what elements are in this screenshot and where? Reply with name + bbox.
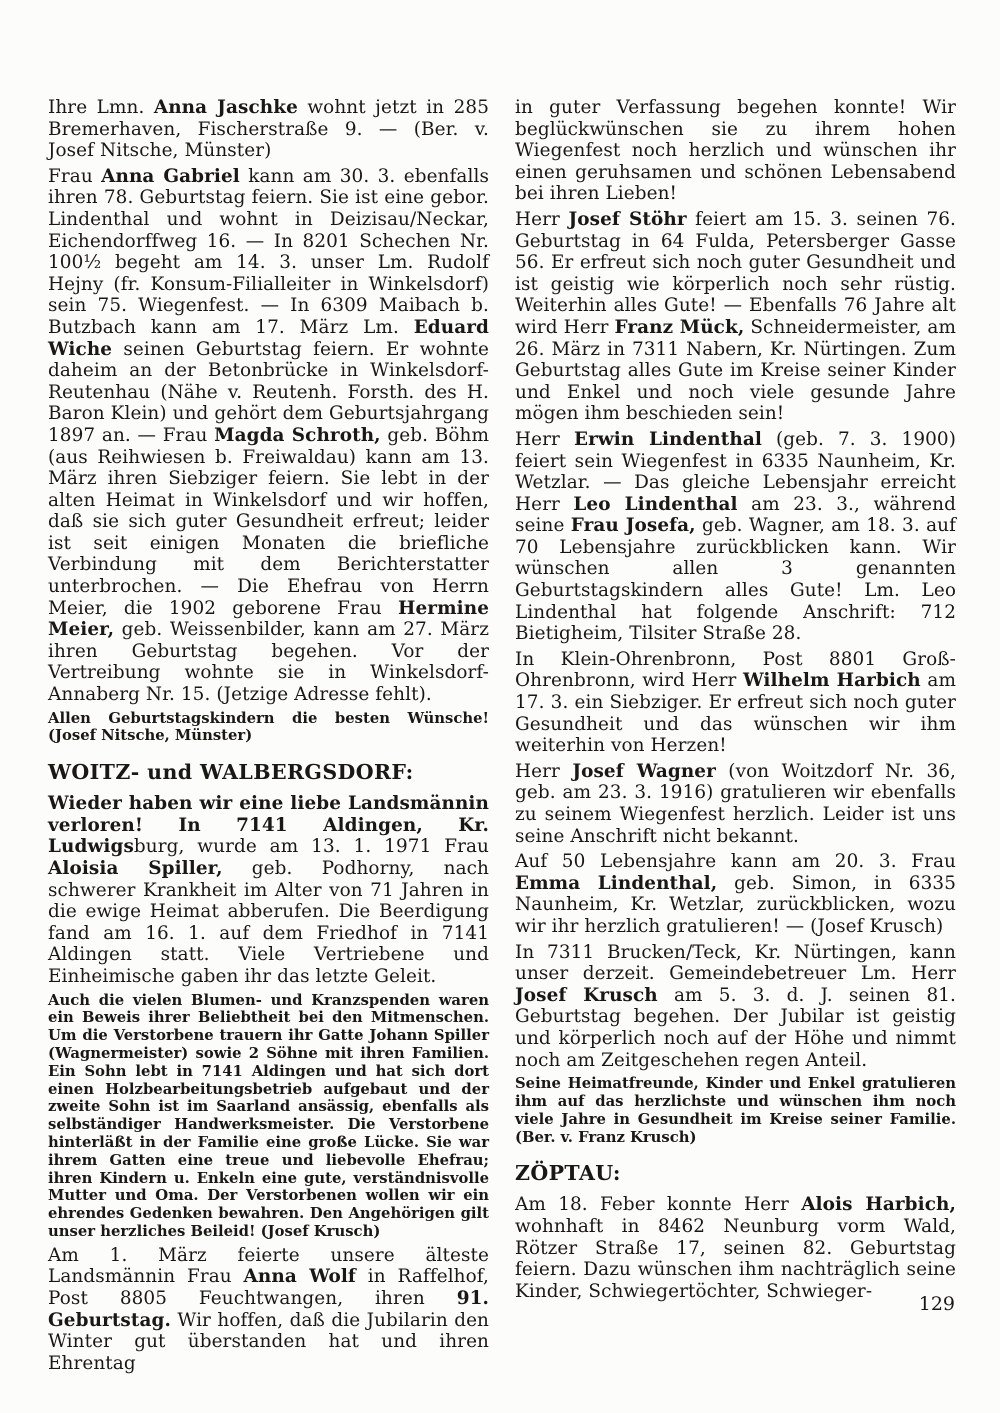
text-run: in guter Verfassung begehen konnte! Wir beglückwünschen sie zu ihrem hohen Wiegenfest noch herzlich und wünschen ihr einen geruhsamen und schönen Lebensabend bei ihren Lieben! [515,97,956,205]
text-run: in Raffelhof, Post 8805 Feuchtwangen, ihren [48,1266,489,1309]
text-run: Herr [515,428,574,450]
text-run: am 5. 3. d. J. seinen 81. Geburtstag begehen. Der Jubilar ist geistig und körperlich noch auf der Höhe und nimmt noch am Zeitgeschehen regen Anteil. [515,984,956,1071]
text-run: feiert am 15. 3. seinen 76. Geburtstag in 64 Fulda, Petersberger Gasse 56. Er erfreut sich noch guter Gesundheit und ist geistig wie körperlich noch sehr rüstig. Weiterhin alles Gute! — Ebenfalls 76 Jahre alt wird Herr [515,208,957,338]
bold-text-run: Anna Jaschke [153,97,298,118]
bold-text-run: Josef Krusch [515,984,658,1006]
text-run: Ihre Lmn. [48,97,154,118]
bold-text-run: Emma Lindenthal, [515,872,718,894]
text-run: Am 18. Feber konnte Herr [515,1194,802,1216]
text-run: Am 1. März feierte unsere älteste Landsmännin Frau [48,1244,489,1288]
bold-text-run: ZÖPTAU: [515,1161,621,1186]
text-run: Auch die vielen Blumen- und Kranzspenden waren ein Beweis ihrer Beliebtheit bei den Mitmenschen. Um die Verstorbene trauern ihr Gatte Johann Spiller (Wagnermeister) sowie 2 Söhne mit ihren Familien. Ein Sohn lebt in 7141 Aldingen und hat sich dort einen Holzbearbeitungsbetrieb aufgebaut und der zweite Sohn ist im Saarland ansässig, ebenfalls als selbständiger Handwerksmeister. Die Verstorbene hinterläßt in der Familie eine große Lücke. Sie war ihrem Gatten eine treue und liebevolle Ehefrau; ihren Kindern u. Enkeln eine gute, verständnisvolle Mutter und Oma. Der Verstorbenen wollen wir ein ehrendes Gedenken bewahren. Den Angehörigen gilt unser herzliches Beileid! (Josef Krusch) [48,991,489,1240]
bold-text-run: Hermine Meier, [48,597,489,641]
right-column [515,97,956,1378]
text-run: burg, wurde am 13. 1. 1971 Frau [133,836,489,858]
body-paragraph [515,97,956,205]
body-paragraph [515,649,956,757]
body-paragraph [515,851,956,937]
body-paragraph [515,209,956,425]
body-paragraph [515,1194,956,1302]
text-run: am 17. 3. ein Siebziger. Er erfreut sich noch guter Gesundheit und das wünschen wir ihm weiterhin von Herzen! [515,670,956,757]
text-run: wohnhaft in 8462 Neunburg vorm Wald, Rötzer Straße 17, seinen 82. Geburtstag feiern. Dazu wünschen ihm nachträglich seine Kinder, Schwiegertöchter, Schwieger- [515,1215,956,1302]
fine-print-paragraph [48,710,489,746]
text-columns [48,97,956,1378]
text-run: Auf 50 Lebensjahre kann am 20. 3. Frau [515,851,956,873]
text-run: geb. Podhorny, nach schwerer Krankheit im Alter von 71 Jahren in die ewige Heimat abberufen. Die Beerdigung fand am 16. 1. auf dem Friedhof in 7141 Aldingen statt. Viele Vertriebene und Einheimische gaben ihr das letzte Geleit. [48,858,489,987]
body-paragraph [515,429,956,645]
bold-text-run: Frau Josefa, [570,515,696,537]
text-run: am 23. 3., während seine [515,493,956,537]
bold-text-run: Josef Wagner [572,760,716,782]
section-heading [48,760,489,784]
text-run: Wir hoffen, daß die Jubilarin den Winter gut überstanden hat und ihren Ehrentag [48,1309,489,1374]
text-run: seinen Geburtstag feiern. Er wohnte daheim an der Betonbrücke in Winkelsdorf-Reutenhau (Nähe v. Reutenh. Forsth. des H. Baron Klein) und gehört dem Geburtsjahrgang 1897 an. — Frau [48,338,489,446]
body-paragraph [515,761,956,847]
text-run: (von Woitzdorf Nr. 36, geb. am 23. 3. 1916) gratulieren wir ebenfalls zu seinem Wiegenfest herzlich. Leider ist uns seine Anschrift nicht bekannt. [515,760,956,847]
bold-text-run: Erwin Lindenthal [573,428,762,450]
left-column [48,97,489,1378]
bold-text-run: Eduard Wiche [48,316,489,360]
text-run: Seine Heimatfreunde, Kinder und Enkel gratulieren ihm auf das herzlichste und wünschen ihm noch viele Jahre in Gesundheit im Kreise seiner Familie. (Ber. v. Franz Krusch) [515,1075,956,1146]
bold-text-run: Josef Stöhr [568,208,687,230]
bold-text-run: Wieder haben wir eine liebe Landsmännin verloren! In 7141 Aldingen, Kr. Ludwigs [48,793,489,858]
bold-text-run: WOITZ- und WALBERGSDORF: [48,760,414,785]
text-run: kann am 30. 3. ebenfalls ihren 78. Geburtstag feiern. Sie ist eine gebor. Lindenthal und wohnt in Deizisau/Neckar, Eichendorffweg 16. — In 8201 Schechen Nr. 100½ begeht am 14. 3. unser Lm. Rudolf Hejny (fr. Konsum-Filialleiter in Winkelsdorf) sein 75. Wiegenfest. — In 6309 Maibach b. Butzbach kann am 17. März Lm. [48,165,489,338]
bold-text-run: Leo Lindenthal [573,493,738,515]
text-run: geb. Wagner, am 18. 3. auf 70 Lebensjahre zurückblicken kann. Wir wünschen allen 3 genannten Geburtstagskindern alles Gute! Lm. Leo Lindenthal hat folgende Anschrift: 712 Bietigheim, Tilsiter Straße 28. [515,515,956,645]
text-run: geb. Simon, in 6335 Naunheim, Kr. Wetzlar, zurückblicken, wozu wir ihr herzlich gratulieren! — (Josef Krusch) [515,872,957,937]
text-run: In Klein-Ohrenbronn, Post 8801 Groß-Ohrenbronn, wird Herr [515,648,956,692]
fine-print-paragraph [48,992,489,1241]
text-run: Herr [515,208,569,230]
text-run: geb. Weissenbilder, kann am 27. März ihren Geburtstag begehen. Vor der Vertreibung wohnte sie in Winkelsdorf-Annaberg Nr. 15. (Jetzige Adresse fehlt). [48,619,489,706]
body-paragraph [48,97,489,162]
body-paragraph [48,166,489,706]
bold-text-run: Alois Harbich, [801,1194,956,1216]
bold-text-run: Anna Wolf [243,1266,356,1288]
text-run: geb. Böhm (aus Reihwiesen b. Freiwaldau) kann am 13. März ihren Siebziger feiern. Sie lebt in der alten Heimat in Winkelsdorf und wir hoffen, daß sie sich guter Gesundheit erfreut; leider ist seit einigen Monaten die briefliche Verbindung mit dem Berichterstatter unterbrochen. — Die Ehefrau von Herrn Meier, die 1902 geborene Frau [48,424,489,619]
text-run: (geb. 7. 3. 1900) feiert sein Wiegenfest in 6335 Naunheim, Kr. Wetzlar. — Das gleiche Lebensjahr erreicht Herr [515,428,956,515]
body-paragraph [515,942,956,1072]
bold-text-run: Aloisia Spiller, [48,858,223,879]
text-run: Allen Geburtstagskindern die besten Wünsche! (Josef Nitsche, Münster) [48,709,489,745]
fine-print-paragraph [515,1075,956,1146]
bold-text-run: Magda Schroth, [214,424,381,446]
text-run: Schneidermeister, am 26. März in 7311 Nabern, Kr. Nürtingen. Zum Geburtstag alles Gute im Kreise seiner Kinder und Enkel und noch viele gesunde Jahre mögen ihm beschieden sein! [515,316,956,425]
text-run: Herr [515,760,573,782]
page-number: 129 [918,1293,955,1315]
bold-text-run: Anna Gabriel [101,165,240,187]
bold-text-run: 91. Geburtstag. [48,1287,489,1331]
bold-text-run: Franz Mück, [614,316,745,338]
bold-text-run: Wilhelm Harbich [743,670,921,692]
body-paragraph [48,1245,489,1375]
body-paragraph [48,793,489,987]
section-heading [515,1161,956,1185]
text-run: Frau [48,165,102,187]
text-run: wohnt jetzt in 285 Bremerhaven, Fischerstraße 9. — (Ber. v. Josef Nitsche, Münster) [48,97,489,162]
text-run: In 7311 Brucken/Teck, Kr. Nürtingen, kann unser derzeit. Gemeindebetreuer Lm. Herr [515,941,956,985]
